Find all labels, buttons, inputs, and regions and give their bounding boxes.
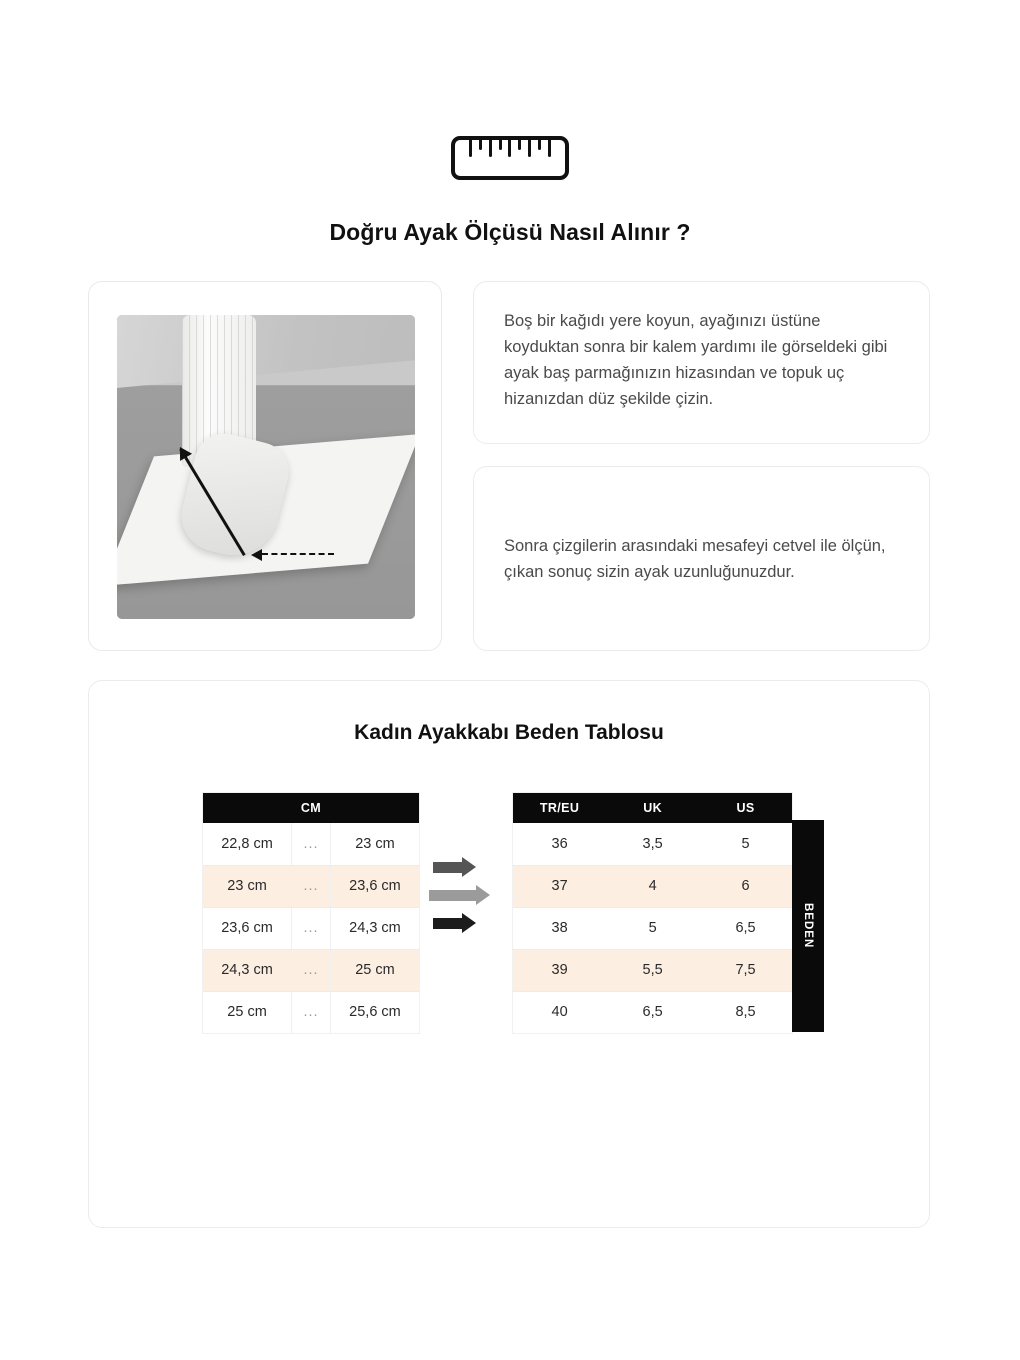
cm-to: 25,6 cm (330, 991, 419, 1033)
cell-tr-eu: 38 (513, 907, 606, 949)
table-row (203, 907, 419, 949)
cell-us: 7,5 (699, 949, 792, 991)
cell-uk: 5,5 (606, 949, 699, 991)
instruction-step-2 (473, 466, 930, 651)
size-chart-title: Kadın Ayakkabı Beden Tablosu (354, 721, 664, 744)
header-tr-eu: TR/EU (513, 793, 606, 823)
cell-tr-eu: 40 (513, 991, 606, 1033)
table-row (513, 949, 792, 991)
header-us: US (699, 793, 792, 823)
ruler-icon-container (0, 136, 1020, 180)
cm-from: 23 cm (203, 865, 292, 907)
header-uk: UK (606, 793, 699, 823)
photo-toe-dashed-arrow-icon (262, 553, 334, 555)
cm-separator: ... (292, 865, 331, 907)
table-row (513, 991, 792, 1033)
table-row (513, 865, 792, 907)
cell-uk: 3,5 (606, 823, 699, 865)
mapping-arrows (429, 856, 509, 942)
instruction-photo-card (88, 281, 442, 651)
cell-us: 8,5 (699, 991, 792, 1033)
table-row (203, 823, 419, 865)
cm-from: 22,8 cm (203, 823, 292, 865)
beden-label-text: BEDEN (802, 903, 814, 949)
cm-from: 25 cm (203, 991, 292, 1033)
cm-to: 23,6 cm (330, 865, 419, 907)
table-row (203, 991, 419, 1033)
table-row (513, 823, 792, 865)
cm-separator: ... (292, 907, 331, 949)
instruction-step-2-text: Sonra çizgilerin arasındaki mesafeyi cetvel ile ölçün, çıkan sonuç sizin ayak uzunluğunuzdur. (504, 536, 886, 581)
page-title: Doğru Ayak Ölçüsü Nasıl Alınır ? (329, 219, 691, 245)
cm-separator: ... (292, 991, 331, 1033)
cm-separator: ... (292, 823, 331, 865)
table-row (513, 907, 792, 949)
cell-uk: 6,5 (606, 991, 699, 1033)
beden-vertical-label (792, 820, 824, 1032)
foot-measure-photo (117, 315, 415, 619)
cell-tr-eu: 37 (513, 865, 606, 907)
cm-to: 23 cm (330, 823, 419, 865)
size-conversion-table (513, 793, 792, 1033)
table-header-row (513, 793, 792, 823)
cell-tr-eu: 39 (513, 949, 606, 991)
cm-from: 24,3 cm (203, 949, 292, 991)
arrow-right-icon (429, 890, 477, 901)
instruction-step-1 (473, 281, 930, 444)
cm-to: 25 cm (330, 949, 419, 991)
cm-header: CM (203, 793, 419, 823)
ruler-icon (451, 136, 569, 180)
cell-uk: 5 (606, 907, 699, 949)
instruction-step-1-text: Boş bir kağıdı yere koyun, ayağınızı üstüne koyduktan sonra bir kalem yardımı ile görseldeki gibi ayak baş parmağınızın hizasından ve topuk uç hizanızdan düz şekilde çizin. (504, 312, 888, 408)
cm-range-table (203, 793, 419, 1033)
table-header-row (203, 793, 419, 823)
cell-us: 6 (699, 865, 792, 907)
cell-us: 6,5 (699, 907, 792, 949)
arrow-right-icon (433, 918, 463, 929)
cell-us: 5 (699, 823, 792, 865)
cm-separator: ... (292, 949, 331, 991)
cm-to: 24,3 cm (330, 907, 419, 949)
table-row (203, 865, 419, 907)
cell-tr-eu: 36 (513, 823, 606, 865)
arrow-right-icon (433, 862, 463, 873)
table-row (203, 949, 419, 991)
cm-from: 23,6 cm (203, 907, 292, 949)
cell-uk: 4 (606, 865, 699, 907)
size-chart-card (88, 680, 930, 1228)
